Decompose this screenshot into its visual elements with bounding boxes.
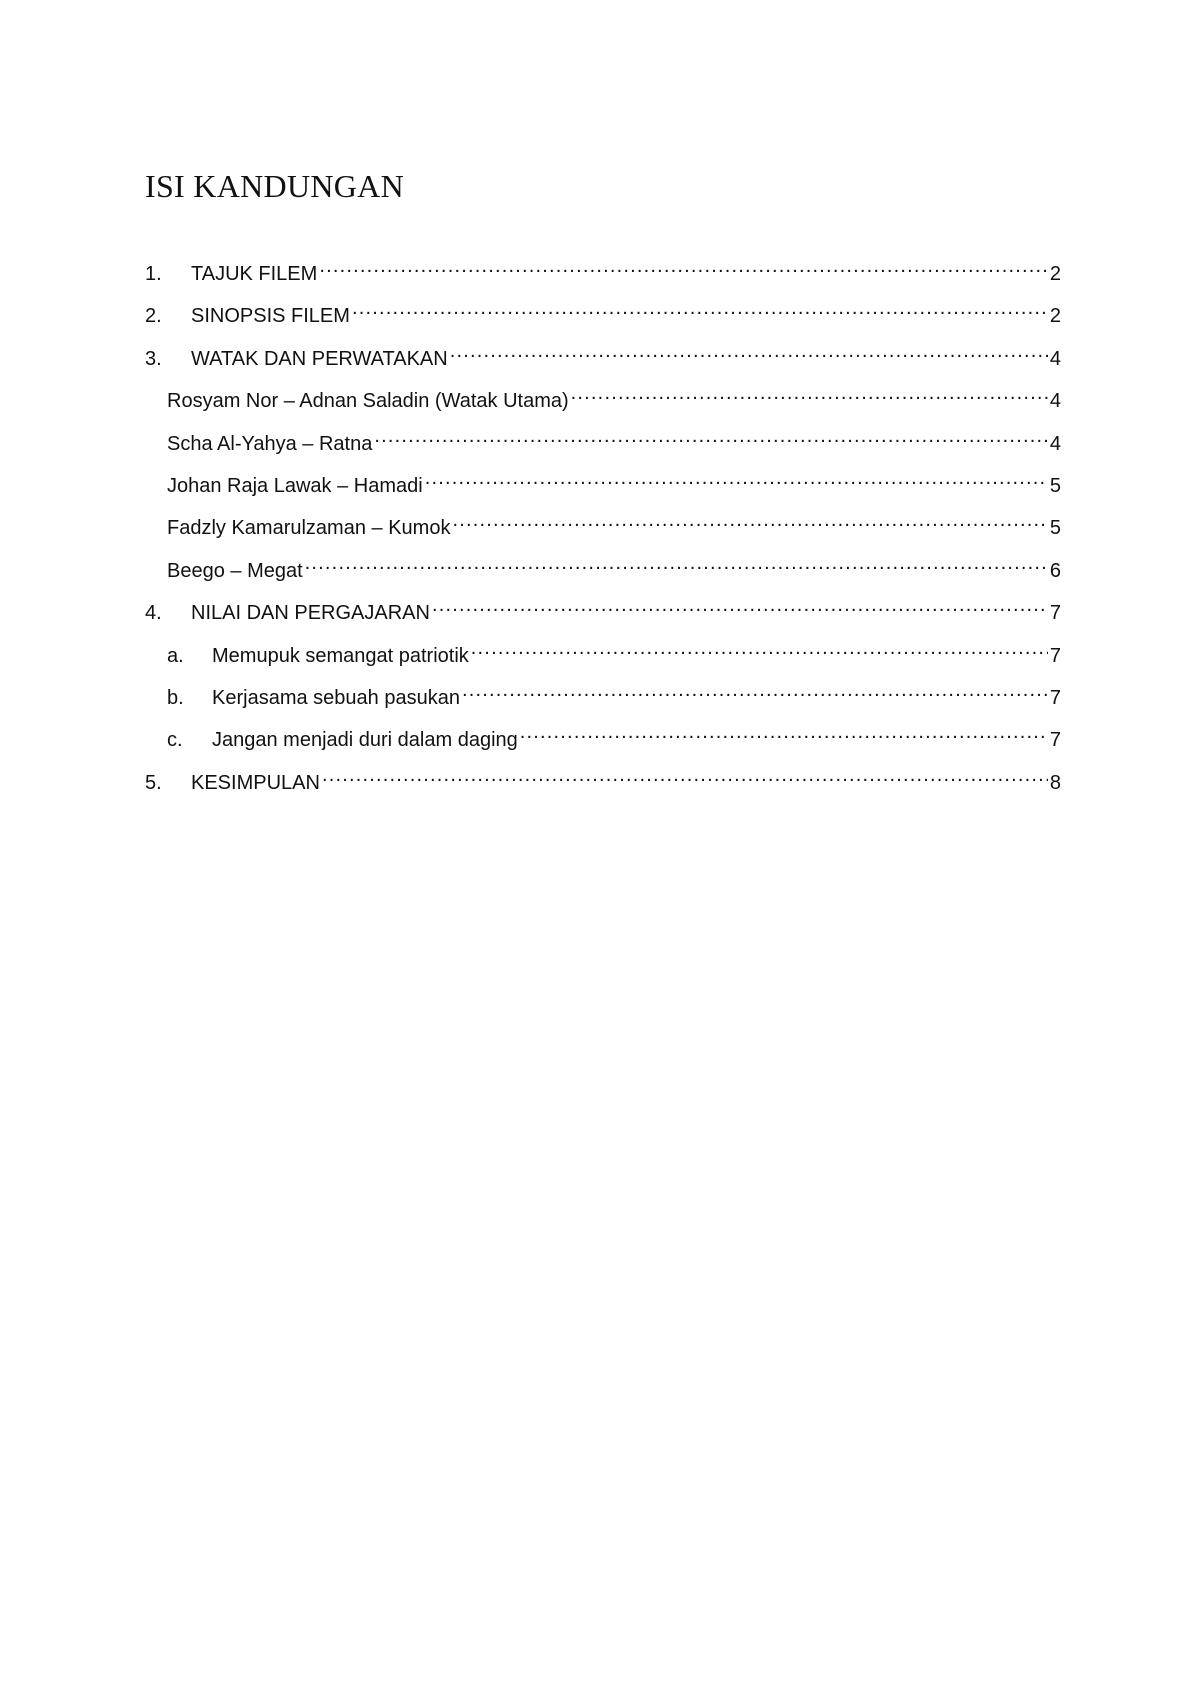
toc-entry-page: 2 <box>1049 305 1061 328</box>
toc-entry-text: Jangan menjadi duri dalam daging <box>212 729 518 752</box>
page-title: ISI KANDUNGAN <box>145 168 404 204</box>
toc-entry[interactable] <box>145 294 1061 336</box>
toc-entry-page: 2 <box>1049 263 1061 285</box>
toc-entry-text: SINOPSIS FILEM <box>191 305 350 328</box>
toc-subentry[interactable] <box>145 464 1061 506</box>
toc-dot-leader <box>374 422 1048 450</box>
toc-entry[interactable] <box>145 337 1061 379</box>
toc-dot-leader <box>305 549 1048 577</box>
toc-dot-leader <box>432 591 1048 619</box>
toc-entry[interactable] <box>145 591 1061 633</box>
toc-entry-text: TAJUK FILEM <box>191 263 318 285</box>
toc-entry[interactable] <box>145 252 1061 294</box>
toc-entry-number: 3. <box>145 347 162 370</box>
toc-entry-page: 4 <box>1049 390 1061 413</box>
table-of-contents <box>145 252 1061 803</box>
toc-dot-leader <box>452 506 1047 534</box>
toc-subentry[interactable] <box>145 634 1061 676</box>
toc-entry[interactable] <box>145 761 1061 803</box>
toc-entry-page: 7 <box>1049 686 1061 709</box>
toc-entry-number: 2. <box>145 305 162 328</box>
toc-entry-text: Rosyam Nor – Adnan Saladin (Watak Utama) <box>167 390 569 413</box>
toc-entry-page: 7 <box>1049 602 1061 625</box>
toc-entry-text: Johan Raja Lawak – Hamadi <box>167 474 423 497</box>
toc-entry-text: KESIMPULAN <box>191 771 320 794</box>
toc-entry-page: 7 <box>1049 644 1061 667</box>
toc-dot-leader <box>520 718 1048 746</box>
toc-entry-page: 5 <box>1049 474 1061 497</box>
toc-dot-leader <box>471 634 1048 662</box>
toc-entry-page: 4 <box>1049 432 1061 455</box>
toc-subentry[interactable] <box>145 549 1061 591</box>
toc-subentry[interactable] <box>145 676 1061 718</box>
toc-entry-number: 5. <box>145 771 162 794</box>
toc-dot-leader <box>450 337 1048 365</box>
toc-entry-text: NILAI DAN PERGAJARAN <box>191 602 430 625</box>
toc-entry-number: 1. <box>145 263 162 285</box>
toc-subentry[interactable] <box>145 718 1061 760</box>
toc-dot-leader <box>352 294 1048 322</box>
toc-entry-number: 4. <box>145 602 162 625</box>
toc-entry-text: Scha Al-Yahya – Ratna <box>167 432 373 455</box>
toc-entry-text: Kerjasama sebuah pasukan <box>212 686 460 709</box>
toc-entry-page: 8 <box>1049 771 1061 794</box>
toc-entry-text: WATAK DAN PERWATAKAN <box>191 347 448 370</box>
toc-entry-page: 6 <box>1049 559 1061 582</box>
toc-subentry[interactable] <box>145 422 1061 464</box>
toc-entry-text: Fadzly Kamarulzaman – Kumok <box>167 517 451 540</box>
toc-entry-page: 5 <box>1049 517 1061 540</box>
toc-dot-leader <box>425 464 1048 492</box>
toc-dot-leader <box>462 676 1048 704</box>
toc-subentry[interactable] <box>145 379 1061 421</box>
toc-dot-leader <box>322 761 1048 789</box>
toc-dot-leader <box>319 252 1048 280</box>
toc-entry-letter: c. <box>167 729 183 752</box>
toc-subentry[interactable] <box>145 506 1061 548</box>
toc-entry-text: Beego – Megat <box>167 559 303 582</box>
toc-entry-page: 4 <box>1049 347 1061 370</box>
toc-entry-letter: a. <box>167 644 184 667</box>
toc-entry-page: 7 <box>1049 729 1061 752</box>
toc-entry-text: Memupuk semangat patriotik <box>212 644 469 667</box>
toc-entry-letter: b. <box>167 686 184 709</box>
toc-dot-leader <box>571 379 1048 407</box>
